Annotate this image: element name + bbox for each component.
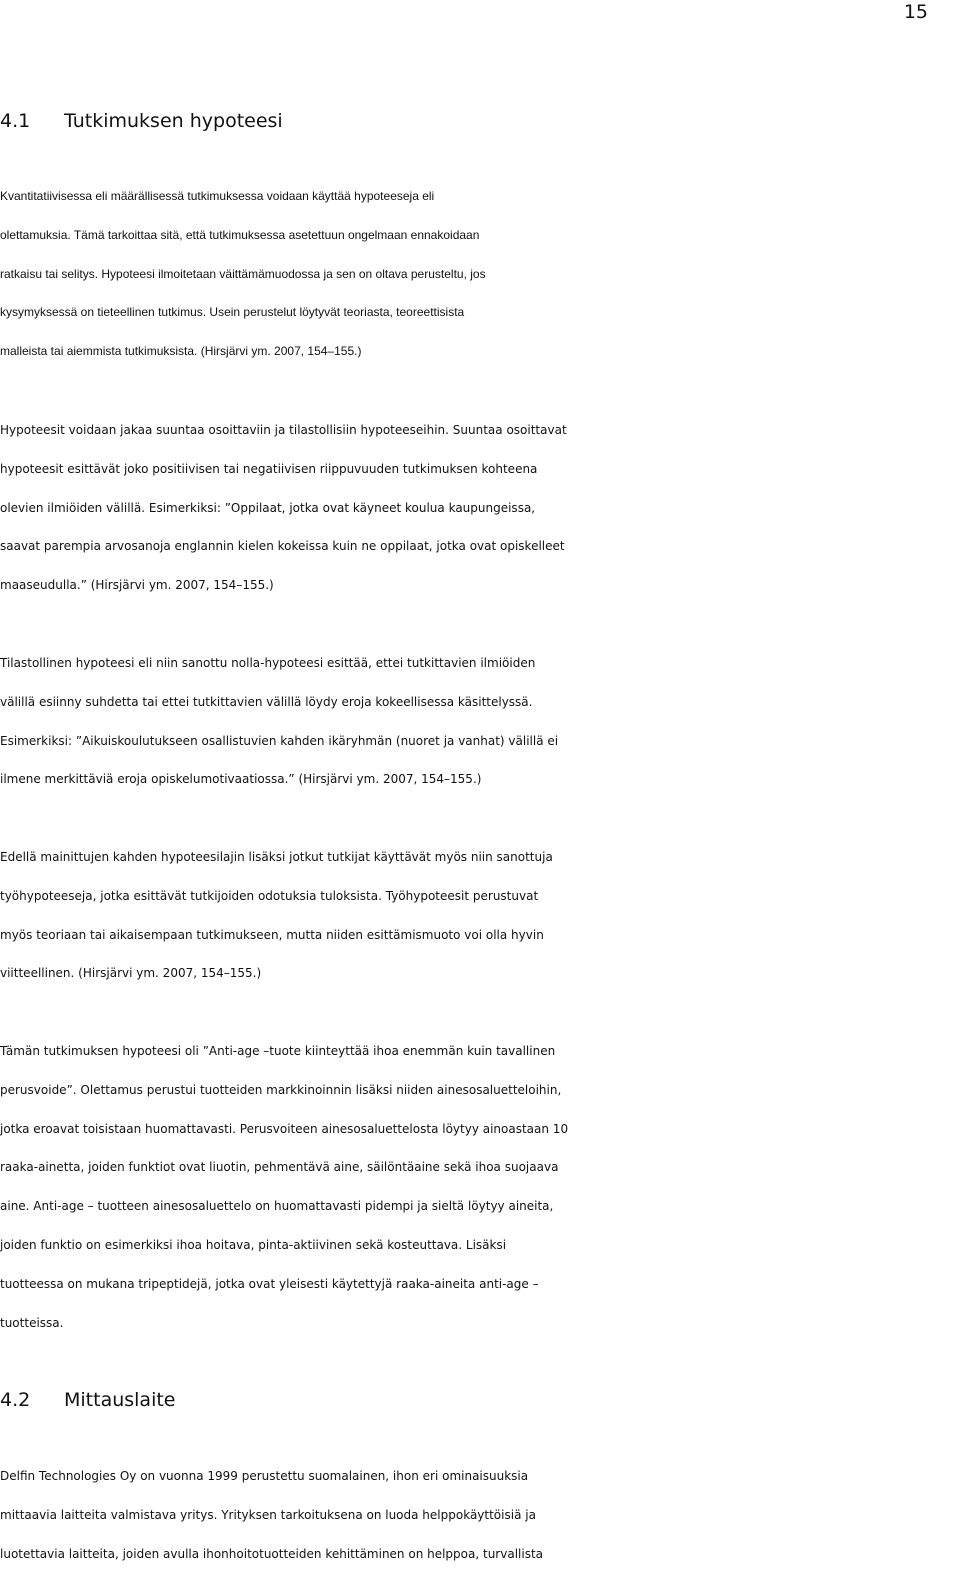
text-line: raaka-ainetta, joiden funktiot ovat liuotin, pehmentävä aine, säilöntäaine sekä ihoa suojaava (0, 1160, 559, 1175)
text-line: hypoteesit esittävät joko positiivisen tai negatiivisen riippuvuuden tutkimuksen kohteena (0, 461, 538, 476)
text-line: joiden funktio on esimerkiksi ihoa hoitava, pinta-aktiivinen sekä kosteuttava. Lisäksi (0, 1237, 507, 1252)
text-line: mittaavia laitteita valmistava yritys. Yrityksen tarkoituksena on luoda helppokäyttöisiä ja (0, 1507, 536, 1522)
text-line: välillä esiinny suhdetta tai ettei tutkittavien välillä löydy eroja kokeellisessa käsittelyssä. (0, 694, 533, 709)
paragraph-statistical-hypothesis (0, 644, 958, 799)
text-line: Delfin Technologies Oy on vuonna 1999 perustettu suomalainen, ihon eri ominaisuuksia (0, 1469, 529, 1483)
text-line: olettamuksia. Tämä tarkoittaa sitä, että tutkimuksessa asetettuun ongelmaan ennakoidaan (0, 227, 480, 242)
text-line: malleista tai aiemmista tutkimuksista. (Hirsjärvi ym. 2007, 154–155.) (0, 344, 362, 359)
page-number: 15 (903, 1, 928, 23)
text-line: perusvoide”. Olettamus perustui tuotteiden markkinoinnin lisäksi niiden ainesosaluetteloihin, (0, 1082, 562, 1097)
paragraph-delfin-technologies (0, 1457, 958, 1573)
text-line: kysymyksessä on tieteellinen tutkimus. Usein perustelut löytyvät teoriasta, teoreettisista (0, 305, 465, 320)
text-line: Edellä mainittujen kahden hypoteesilajin lisäksi jotkut tutkijat käyttävät myös niin sanottuja (0, 850, 553, 864)
text-line: myös teoriaan tai aikaisempaan tutkimukseen, mutta niiden esittämismuoto voi olla hyvin (0, 927, 544, 942)
text-line: Esimerkiksi: ”Aikuiskoulutukseen osallistuvien kahden ikäryhmän (nuoret ja vanhat) välillä ei (0, 733, 559, 748)
text-line: olevien ilmiöiden välillä. Esimerkiksi: ”Oppilaat, jotka ovat käyneet koulua kaupungeissa, (0, 500, 536, 515)
text-line: tuotteissa. (0, 1315, 64, 1330)
section-title: Tutkimuksen hypoteesi (64, 110, 283, 132)
paragraph-hypothesis-types (0, 411, 958, 605)
text-line: ilmene merkittäviä eroja opiskelumotivaatiossa.” (Hirsjärvi ym. 2007, 154–155.) (0, 772, 482, 787)
text-line: Tämän tutkimuksen hypoteesi oli ”Anti-age –tuote kiinteyttää ihoa enemmän kuin tavallinen (0, 1044, 556, 1058)
paragraph-quantitative-research (0, 177, 958, 371)
text-line: maaseudulla.” (Hirsjärvi ym. 2007, 154–155.) (0, 578, 274, 593)
section-title: Mittauslaite (64, 1389, 176, 1411)
text-line: tuotteessa on mukana tripeptidejä, jotka ovat yleisesti käytettyjä raaka-aineita anti-age – (0, 1276, 539, 1291)
text-line: aine. Anti-age – tuotteen ainesosaluettelo on huomattavasti pidempi ja sieltä löytyy aineita, (0, 1199, 554, 1214)
section-number: 4.1 (0, 110, 31, 132)
text-line: jotka eroavat toisistaan huomattavasti. Perusvoiteen ainesosaluettelosta löytyy ainoastaan 10 (0, 1121, 569, 1136)
text-line: viitteellinen. (Hirsjärvi ym. 2007, 154–155.) (0, 966, 262, 981)
text-line: Kvantitatiivisessa eli määrällisessä tutkimuksessa voidaan käyttää hypoteeseja eli (0, 189, 435, 203)
text-line: saavat parempia arvosanoja englannin kielen kokeissa kuin ne oppilaat, jotka ovat opiskelleet (0, 539, 565, 554)
text-line: työhypoteeseja, jotka esittävät tutkijoiden odotuksia tuloksista. Työhypoteesit perustuvat (0, 888, 539, 903)
section-heading-4-1 (0, 109, 283, 133)
paragraph-working-hypotheses (0, 838, 958, 993)
section-heading-4-2 (0, 1388, 176, 1412)
section-number: 4.2 (0, 1389, 31, 1411)
text-line: Tilastollinen hypoteesi eli niin sanottu nolla-hypoteesi esittää, ettei tutkittavien ilmiöiden (0, 656, 536, 670)
text-line: ratkaisu tai selitys. Hypoteesi ilmoitetaan väittämämuodossa ja sen on oltava perusteltu, jos (0, 266, 486, 281)
text-line: luotettavia laitteita, joiden avulla ihonhoitotuotteiden kehittäminen on helppoa, turvallista (0, 1546, 544, 1561)
text-line: Hypoteesit voidaan jakaa suuntaa osoittaviin ja tilastollisiin hypoteeseihin. Suuntaa osoittavat (0, 423, 567, 437)
paragraph-study-hypothesis (0, 1032, 958, 1342)
